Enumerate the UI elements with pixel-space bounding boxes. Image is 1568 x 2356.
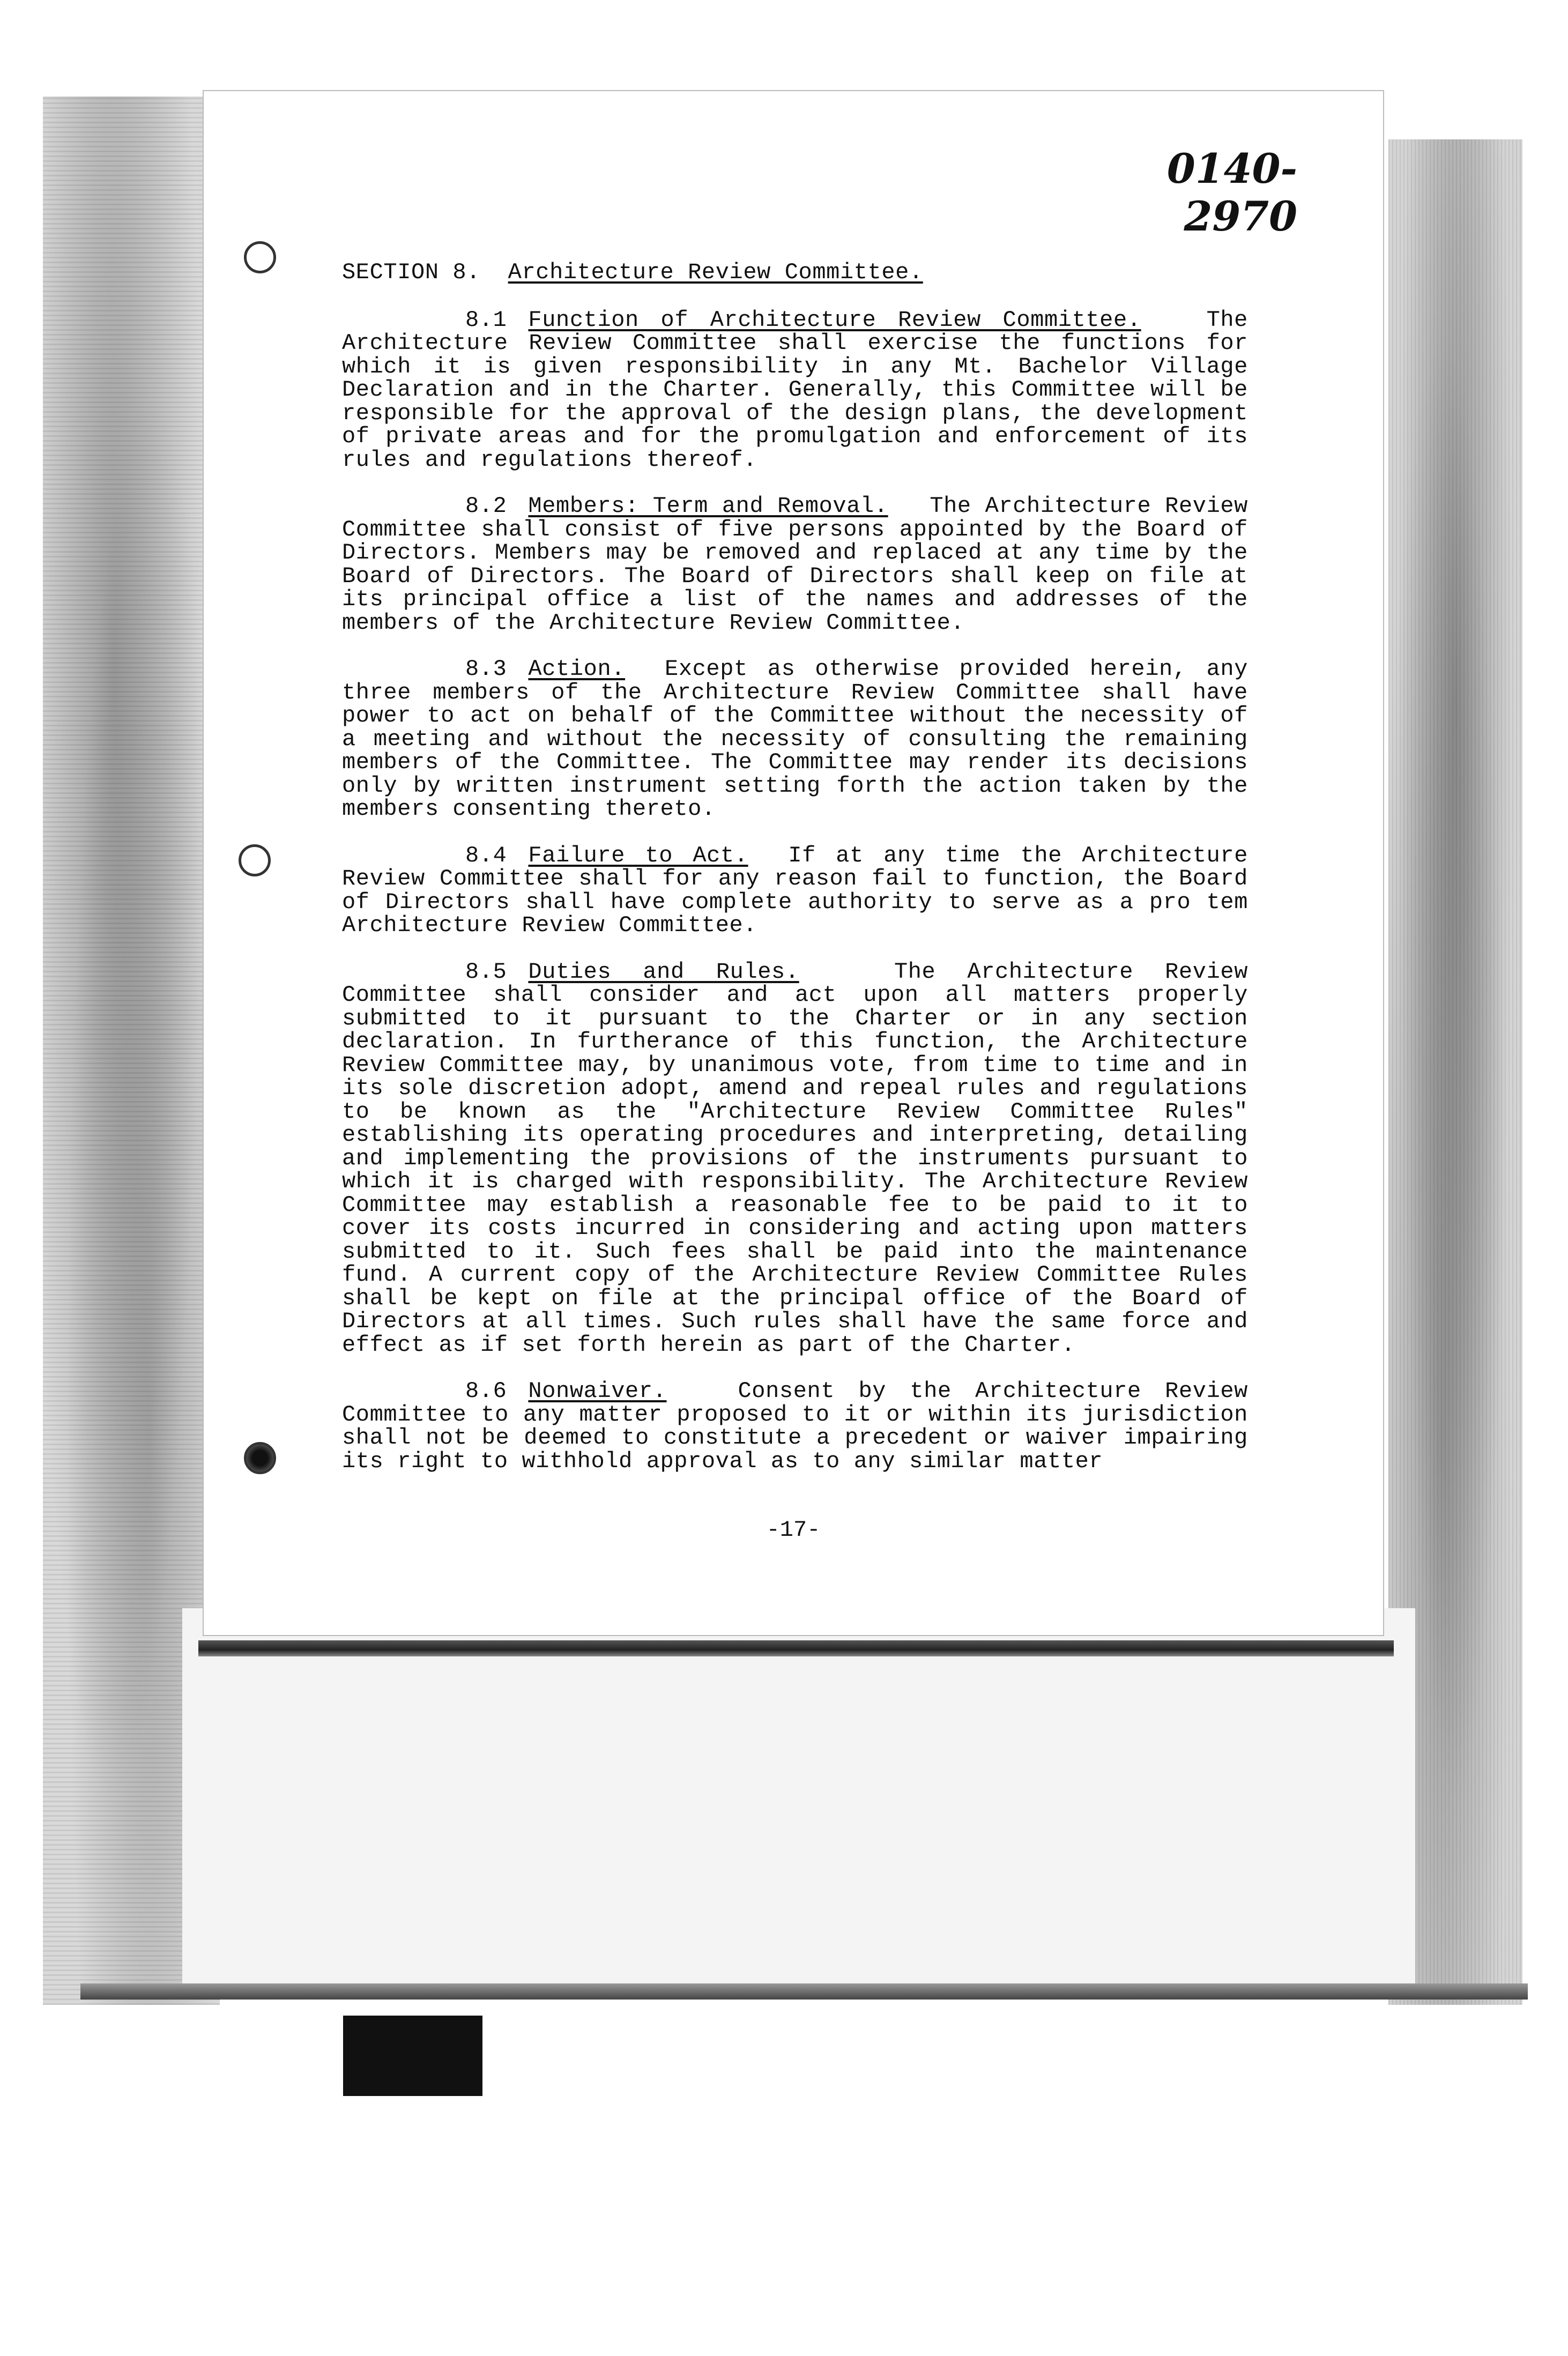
- paragraph-8-6: [342, 1380, 1248, 1473]
- scan-black-mark: [343, 2016, 482, 2096]
- paragraph-number: 8.3: [465, 656, 507, 682]
- section-title: Architecture Review Committee.: [508, 259, 923, 285]
- paragraph-number: 8.1: [465, 307, 507, 333]
- page-number: -17-: [766, 1517, 821, 1543]
- paragraph-number: 8.5: [465, 958, 507, 985]
- binder-hole-icon: [244, 241, 276, 273]
- paragraph-body: The Architecture Review Committee shall exercise the functions for which it is given responsibility in any Mt. Bachelor Village Declaration and in the Charter. Generally, this Committee will be responsible for the approval of the design plans, the development of private areas and for the promulgation and enforcement of its rules and regulations thereof.: [342, 307, 1248, 473]
- document-body: [342, 261, 1248, 1496]
- section-heading: [342, 261, 1248, 285]
- paragraph-number: 8.6: [465, 1378, 507, 1404]
- paragraph-heading: Function of Architecture Review Committee.: [528, 307, 1141, 333]
- page-shadow-edge: [198, 1640, 1394, 1656]
- paragraph-number: 8.2: [465, 493, 507, 519]
- paragraph-heading: Failure to Act.: [528, 842, 748, 868]
- paragraph-body: The Architecture Review Committee shall consist of five persons appointed by the Board of Directors. Members may be removed and replaced at any time by the Board of Directors. The Board of Directors shall keep on file at its principal office a list of the names and addresses of the members of the Architecture Review Committee.: [342, 493, 1248, 636]
- paragraph-8-5: [342, 958, 1248, 1358]
- binder-hole-icon: [244, 1442, 276, 1474]
- paragraph-8-1: [342, 309, 1248, 472]
- section-number: SECTION 8.: [342, 259, 481, 285]
- paragraph-body: The Architecture Review Committee shall consider and act upon all matters properly submitted to it pursuant to the Charter or in any section declaration. In furtherance of this function, the Architecture Review Committee may, by unanimous vote, from time to time and in its sole discretion adopt, amend and repeal rules and regulations to be known as the "Architecture Review Committee Rules" establishing its operating procedures and interpreting, detailing and implementing the provisions of the instruments pursuant to which it is charged with responsibility. The Architecture Review Committee may establish a reasonable fee to be paid to it to cover its costs incurred in considering and acting upon matters submitted to it. Such fees shall be paid into the maintenance fund. A current copy of the Architecture Review Committee Rules shall be kept on file at the principal office of the Board of Directors at all times. Such rules shall have the same force and effect as if set forth herein as part of the Charter.: [342, 958, 1248, 1358]
- paragraph-heading: Action.: [528, 656, 626, 682]
- document-number: 0140-2970: [1166, 145, 1297, 240]
- paragraph-8-4: [342, 844, 1248, 938]
- scan-bottom-edge: [80, 1983, 1528, 2000]
- paragraph-heading: Nonwaiver.: [528, 1378, 667, 1404]
- paragraph-body: Except as otherwise provided herein, any three members of the Architecture Review Committee shall have power to act on behalf of the Committee without the necessity of a meeting and without the necessity of consulting the remaining members of the Committee. The Committee may render its decisions only by written instrument setting forth the action taken by the members consenting thereto.: [342, 656, 1249, 822]
- paragraph-heading: Duties and Rules.: [528, 958, 799, 985]
- scan-bottom-area: [182, 1608, 1415, 1983]
- paragraph-8-2: [342, 495, 1248, 635]
- paragraph-body: Consent by the Architecture Review Committee to any matter proposed to it or within its jurisdiction shall not be deemed to constitute a precedent or waiver impairing its right to withhold approval as to any similar matter: [342, 1378, 1248, 1474]
- binder-hole-icon: [239, 844, 271, 876]
- paragraph-heading: Members: Term and Removal.: [528, 493, 888, 519]
- paragraph-8-3: [342, 658, 1248, 821]
- paragraph-number: 8.4: [465, 842, 507, 868]
- paragraph-body: If at any time the Architecture Review Committee shall for any reason fail to function, the Board of Directors shall have complete authority to serve as a pro tem Architecture Review Committee.: [342, 842, 1248, 938]
